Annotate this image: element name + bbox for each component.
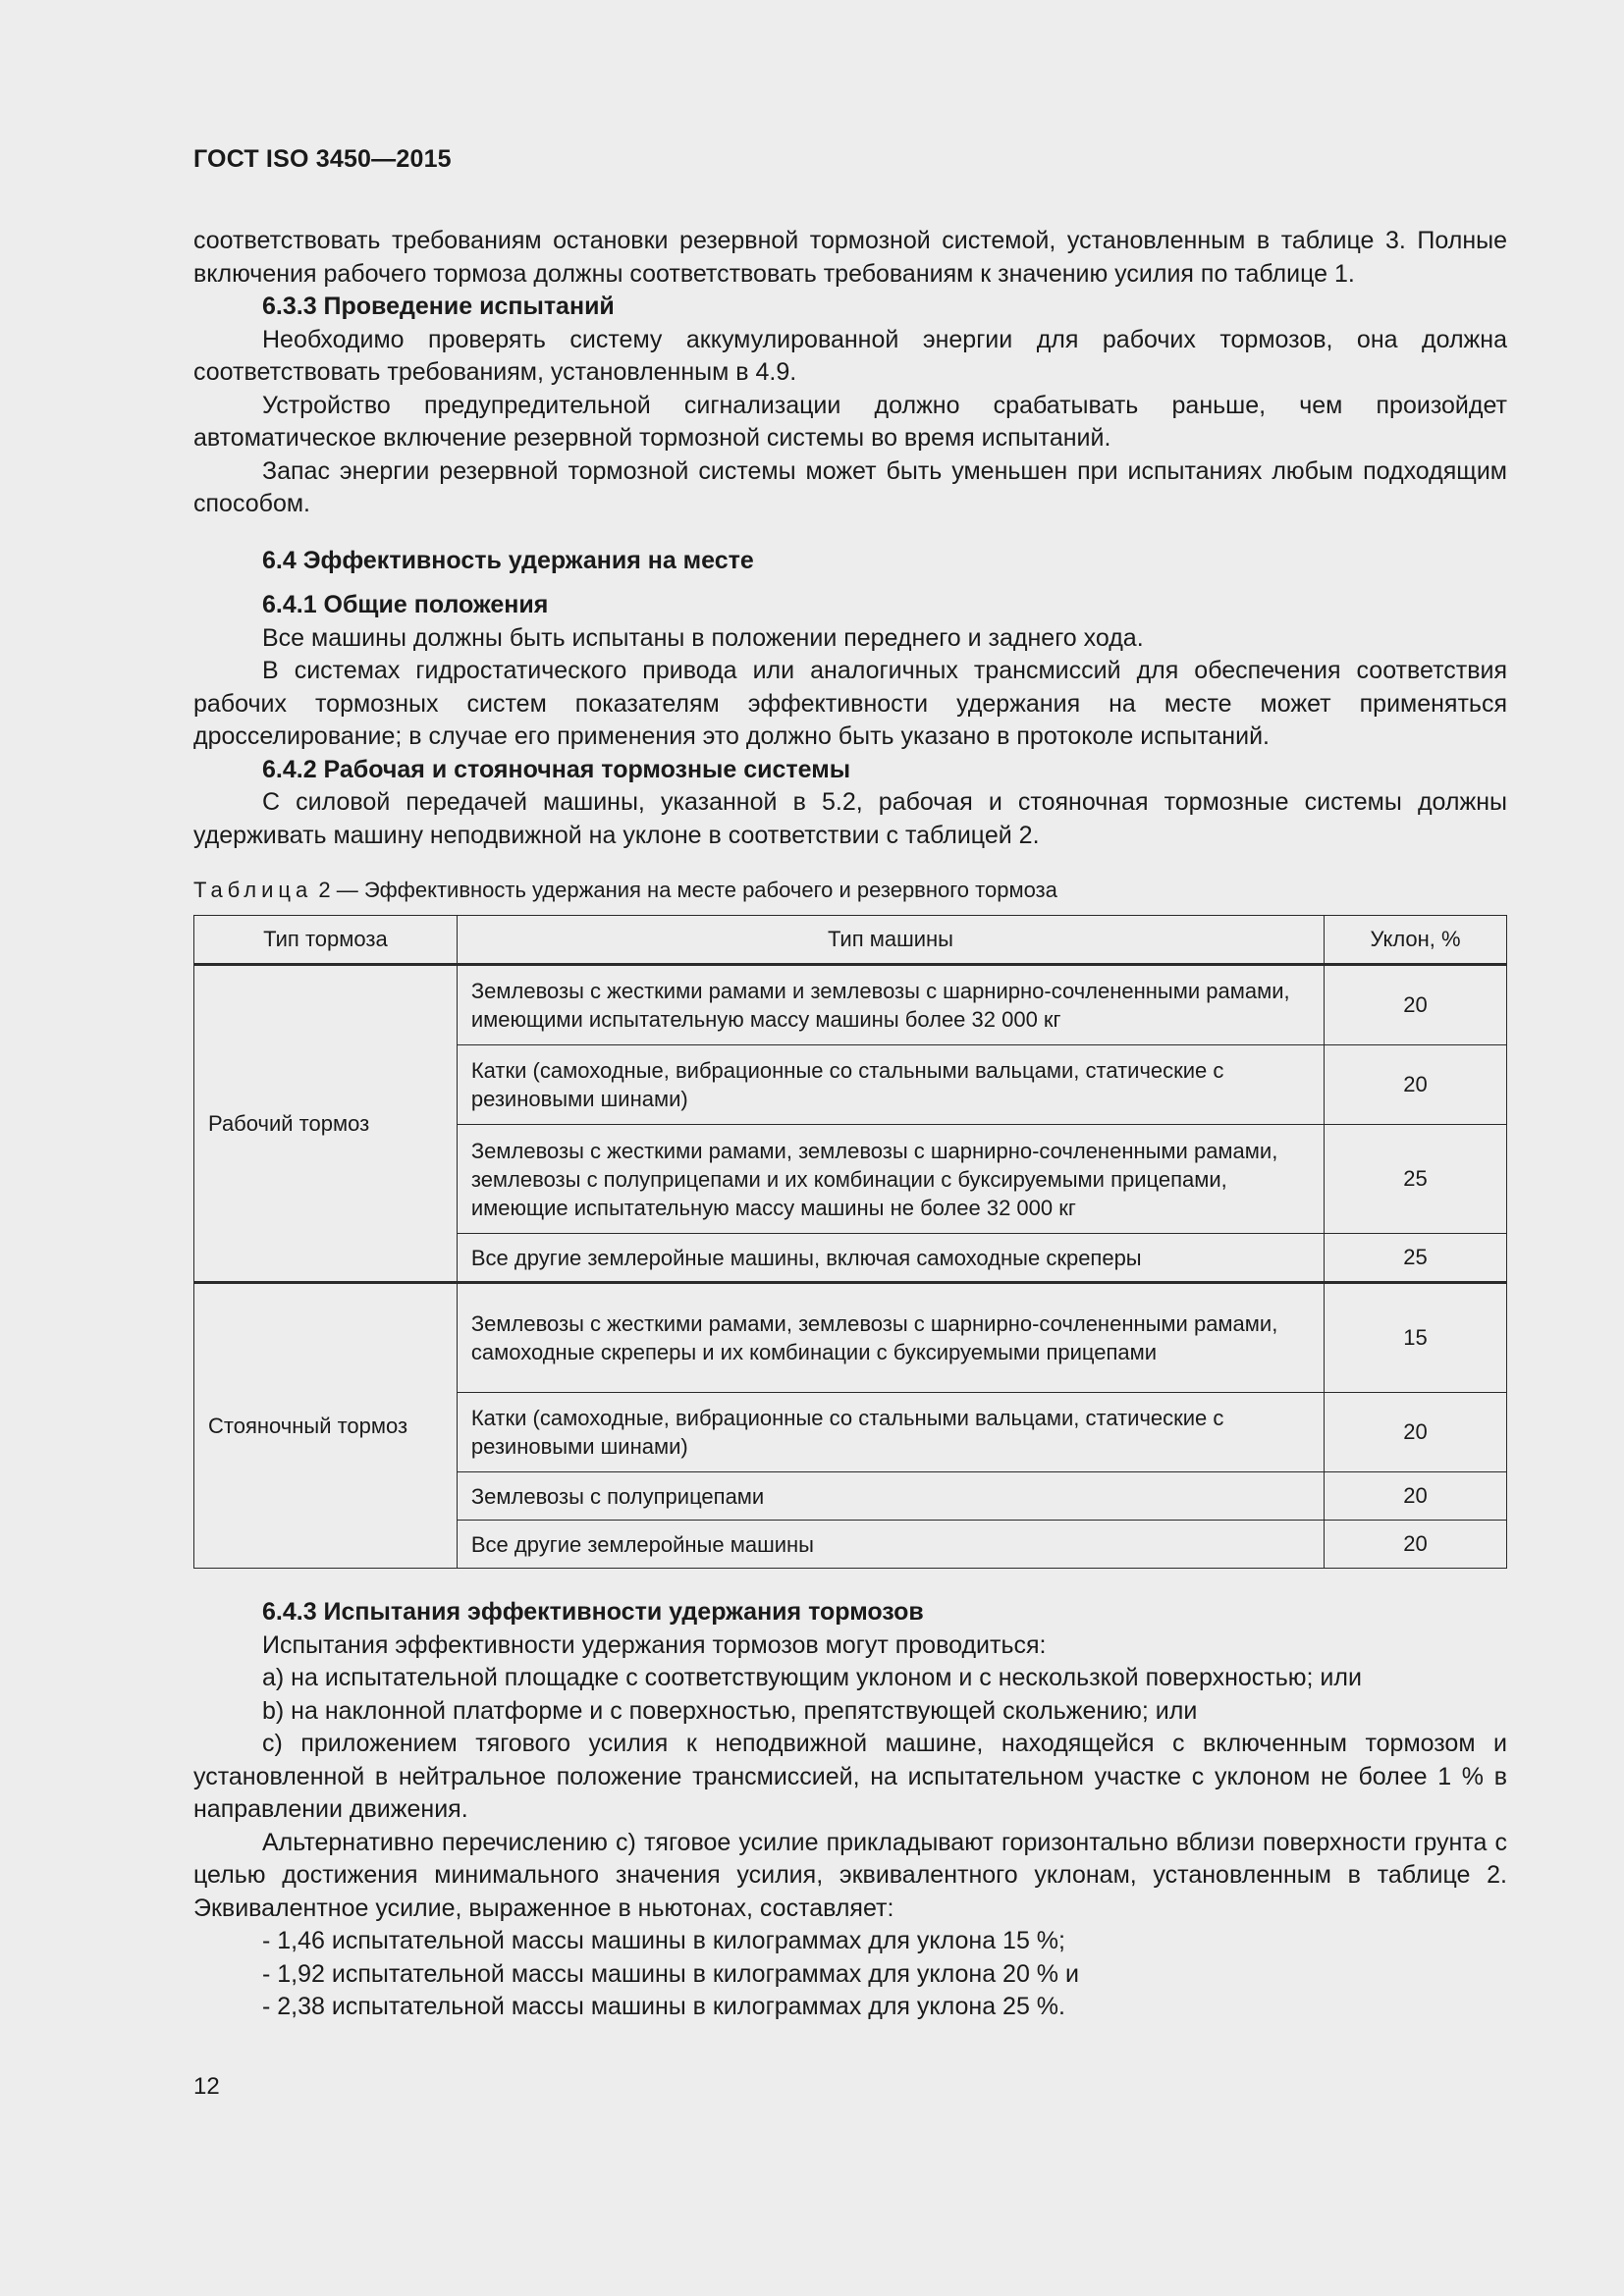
machine-cell: Землевозы с жесткими рамами и землевозы с шарнирно-сочлененными рамами, имеющими испытательную массу машины более 32 000 кг	[457, 965, 1324, 1045]
slope-cell: 15	[1325, 1283, 1507, 1393]
section-6-4-1-title: 6.4.1 Общие положения	[262, 591, 549, 618]
section-6-3-3-title: 6.3.3 Проведение испытаний	[262, 293, 615, 320]
paragraph: Испытания эффективности удержания тормозов могут проводиться:	[262, 1630, 1047, 1659]
section-6-4-3-title: 6.4.3 Испытания эффективности удержания тормозов	[262, 1598, 924, 1626]
paragraph: Все машины должны быть испытаны в положении переднего и заднего хода.	[262, 623, 1144, 652]
list-item: a) на испытательной площадке с соответствующим уклоном и с нескользкой поверхностью; или	[262, 1664, 1362, 1691]
machine-cell: Землевозы с жесткими рамами, землевозы с шарнирно-сочлененными рамами, самоходные скреперы и их комбинации с буксируемыми прицепами	[457, 1283, 1324, 1393]
slope-cell: 20	[1325, 1393, 1507, 1472]
machine-cell: Землевозы с полуприцепами	[457, 1472, 1324, 1521]
paragraph: Запас энергии резервной тормозной системы может быть уменьшен при испытаниях любым подходящим способом.	[193, 456, 1507, 517]
machine-cell: Катки (самоходные, вибрационные со стальными вальцами, статические с резиновыми шинами)	[457, 1045, 1324, 1125]
slope-cell: 20	[1325, 1045, 1507, 1125]
machine-cell: Все другие землеройные машины, включая самоходные скреперы	[457, 1234, 1324, 1283]
table-row	[194, 965, 1507, 1045]
slope-cell: 20	[1325, 1521, 1507, 1569]
page-number: 12	[193, 2073, 220, 2100]
slope-table	[193, 915, 1507, 1569]
machine-cell: Катки (самоходные, вибрационные со стальными вальцами, статические с резиновыми шинами)	[457, 1393, 1324, 1472]
header-brake-type: Тип тормоза	[194, 916, 458, 965]
slope-cell: 20	[1325, 1472, 1507, 1521]
slope-cell: 20	[1325, 965, 1507, 1045]
brake-type-cell: Рабочий тормоз	[194, 965, 458, 1283]
list-item: c) приложением тягового усилия к неподвижной машине, находящейся с включенным тормозом и установленной в нейтральное положение трансмиссией, на испытательном участке с уклоном не более 1 % в направлении движения.	[193, 1730, 1507, 1823]
paragraph: Необходимо проверять систему аккумулированной энергии для рабочих тормозов, она должна соответствовать требованиям, установленным в 4.9.	[193, 325, 1507, 386]
section-6-4-2-title: 6.4.2 Рабочая и стояночная тормозные системы	[262, 755, 851, 783]
table-row	[194, 1283, 1507, 1393]
paragraph: С силовой передачей машины, указанной в 5.2, рабочая и стояночная тормозные системы должны удерживать машину неподвижной на уклоне в соответствии с таблицей 2.	[193, 788, 1507, 849]
table-caption	[193, 878, 1507, 903]
slope-cell: 25	[1325, 1125, 1507, 1234]
machine-cell: Землевозы с жесткими рамами, землевозы с шарнирно-сочлененными рамами, землевозы с полуприцепами и их комбинации с буксируемыми прицепами, имеющие испытательную массу машины не более 32 000 кг	[457, 1125, 1324, 1234]
paragraph: соответствовать требованиям остановки резервной тормозной системой, установленным в таблице 3. Полные включения рабочего тормоза должны соответствовать требованиям к значению усилия по таблице 1.	[193, 227, 1507, 288]
header-machine-type: Тип машины	[457, 916, 1324, 965]
table-caption-text: 2 — Эффективность удержания на месте рабочего и резервного тормоза	[312, 878, 1057, 902]
document-page	[193, 145, 1507, 2024]
paragraph: В системах гидростатического привода или аналогичных трансмиссий для обеспечения соответствия рабочих тормозных систем показателям эффективности удержания на месте может применяться дросселирование; в случае его применения это должно быть указано в протоколе испытаний.	[193, 657, 1507, 750]
document-header: ГОСТ ISO 3450—2015	[193, 145, 452, 173]
list-item: - 1,92 испытательной массы машины в килограммах для уклона 20 % и	[262, 1959, 1079, 1988]
table-header-row	[194, 916, 1507, 965]
machine-cell: Все другие землеройные машины	[457, 1521, 1324, 1569]
header-slope: Уклон, %	[1325, 916, 1507, 965]
paragraph: Альтернативно перечислению c) тяговое усилие прикладывают горизонтально вблизи поверхности грунта с целью достижения минимального значения усилия, эквивалентного уклонам, установленным в таблице 2. Эквивалентное усилие, выраженное в ньютонах, составляет:	[193, 1828, 1507, 1922]
section-6-4-title: 6.4 Эффективность удержания на месте	[262, 546, 754, 574]
brake-type-cell: Стояночный тормоз	[194, 1283, 458, 1569]
list-item: b) на наклонной платформе и с поверхностью, препятствующей скольжению; или	[262, 1696, 1198, 1725]
table-caption-label: Таблица	[193, 878, 313, 902]
list-item: - 2,38 испытательной массы машины в килограммах для уклона 25 %.	[262, 1993, 1065, 2020]
list-item: - 1,46 испытательной массы машины в килограммах для уклона 15 %;	[262, 1927, 1065, 1954]
paragraph: Устройство предупредительной сигнализации должно срабатывать раньше, чем произойдет автоматическое включение резервной тормозной системы во время испытаний.	[193, 391, 1507, 452]
slope-cell: 25	[1325, 1234, 1507, 1283]
